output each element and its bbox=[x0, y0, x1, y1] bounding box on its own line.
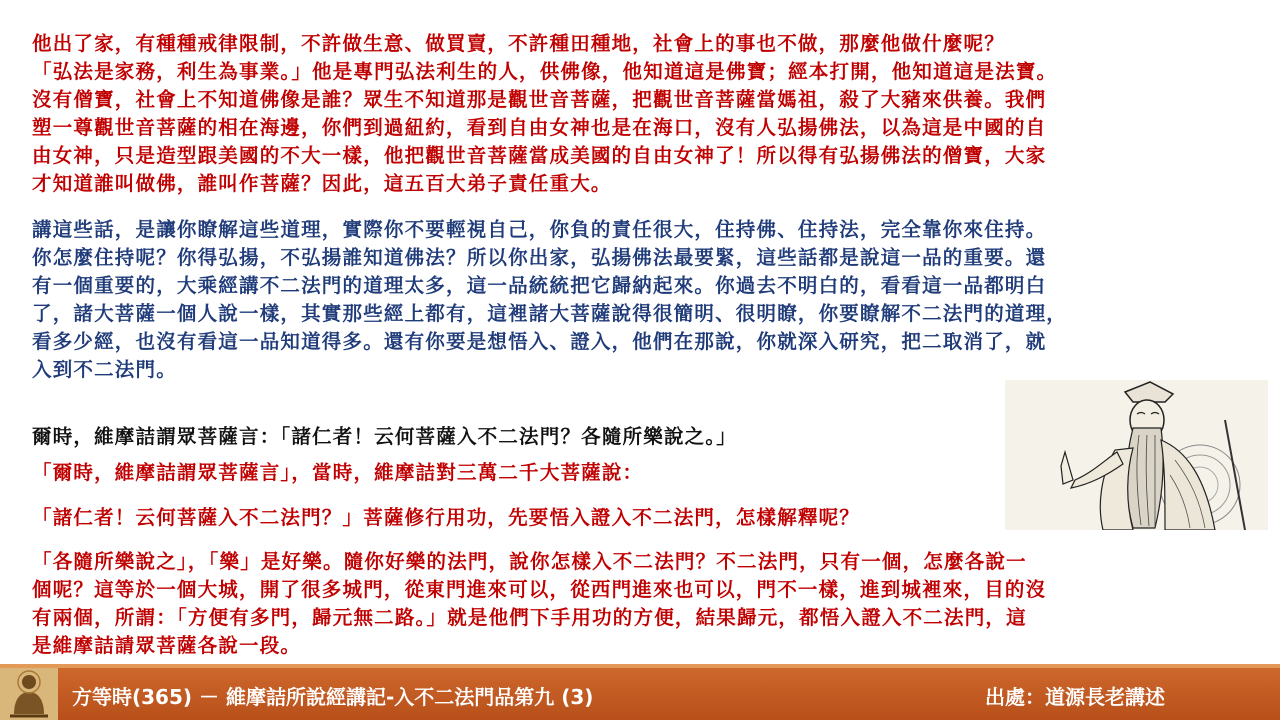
footer-bar bbox=[0, 664, 1280, 720]
seated-buddha-icon bbox=[0, 668, 58, 720]
text-line: 看多少經，也沒有看這一品知道得多。還有你要是想悟入、證入，他們在那說，你就深入研究，把二取消了，就 bbox=[32, 330, 1047, 353]
text-line: 個呢？這等於一個大城，開了很多城門，從東門進來可以，從西門進來也可以，門不一樣，進到城裡來，目的沒 bbox=[32, 578, 1047, 601]
commentary-1 bbox=[32, 459, 643, 487]
text-line: 「各隨所樂說之」，「樂」是好樂。隨你好樂的法門，說你怎樣入不二法門？不二法門，只有一個，怎麼各說一 bbox=[32, 550, 1027, 573]
text-line: 了，諸大菩薩一個人說一樣，其實那些經上都有，這裡諸大菩薩說得很簡明、很明瞭，你要瞭解不二法門的道理， bbox=[32, 302, 1068, 325]
text-line: 由女神，只是造型跟美國的不大一樣，他把觀世音菩薩當成美國的自由女神了！所以得有弘揚佛法的僧寶，大家 bbox=[32, 144, 1047, 167]
commentary-2 bbox=[32, 504, 860, 532]
text-line: 塑一尊觀世音菩薩的相在海邊，你們到過紐約，看到自由女神也是在海口，沒有人弘揚佛法，以為這是中國的自 bbox=[32, 116, 1047, 139]
text-line: 入到不二法門。 bbox=[32, 358, 177, 381]
text-line: 是維摩詰請眾菩薩各說一段。 bbox=[32, 634, 302, 657]
paragraph-red-intro bbox=[32, 30, 1057, 198]
sage-portrait-icon bbox=[1005, 380, 1268, 530]
text-line: 他出了家，有種種戒律限制，不許做生意、做買賣，不許種田種地，社會上的事也不做，那麼他做什麼呢？ bbox=[32, 32, 1005, 55]
text-line: 「諸仁者！云何菩薩入不二法門？」菩薩修行用功，先要悟入證入不二法門，怎樣解釋呢？ bbox=[32, 506, 861, 529]
text-line: 你怎麼住持呢？你得弘揚，不弘揚誰知道佛法？所以你出家，弘揚佛法最要緊，這些話都是說這一品的重要。還 bbox=[32, 246, 1047, 269]
text-line: 沒有僧寶，社會上不知道佛像是誰？眾生不知道那是觀世音菩薩，把觀世音菩薩當媽祖，殺了大豬來供養。我們 bbox=[32, 88, 1047, 111]
footer-source: 出處：道源長老講述 bbox=[985, 685, 1165, 709]
text-line: 講這些話，是讓你瞭解這些道理，實際你不要輕視自己，你負的責任很大，住持佛、住持法，完全靠你來住持。 bbox=[32, 218, 1047, 241]
sutra-quote-text: 爾時，維摩詰謂眾菩薩言：「諸仁者！云何菩薩入不二法門？各隨所樂說之。」 bbox=[32, 425, 738, 448]
commentary-3 bbox=[32, 548, 1046, 660]
text-line: 才知道誰叫做佛，誰叫作菩薩？因此，這五百大弟子責任重大。 bbox=[32, 172, 612, 195]
paragraph-blue-explanation bbox=[32, 216, 1067, 384]
text-line: 「爾時，維摩詰謂眾菩薩言」，當時，維摩詰對三萬二千大菩薩說： bbox=[32, 461, 644, 484]
text-line: 有一個重要的，大乘經講不二法門的道理太多，這一品統統把它歸納起來。你過去不明白的，看看這一品都明白 bbox=[32, 274, 1047, 297]
footer-top-strip bbox=[0, 664, 1280, 668]
footer-title: 方等時(365) － 維摩詰所說經講記-入不二法門品第九 (3) bbox=[72, 685, 594, 709]
sutra-quote bbox=[32, 423, 737, 451]
text-line: 有兩個，所謂：「方便有多門，歸元無二路。」就是他們下手用功的方便，結果歸元，都悟入證入不二法門，這 bbox=[32, 606, 1027, 629]
text-line: 「弘法是家務，利生為事業。」他是專門弘法利生的人，供佛像，他知道這是佛寶；經本打開，他知道這是法寶。 bbox=[32, 60, 1058, 83]
